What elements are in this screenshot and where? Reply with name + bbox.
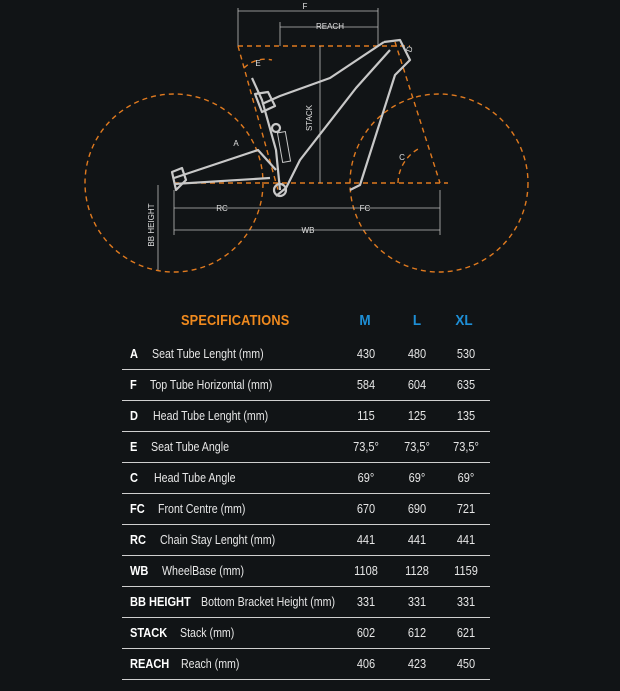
spec-value-l: 690	[407, 502, 427, 516]
spec-value-l: 604	[407, 378, 427, 392]
spec-label: Head Tube Lenght (mm)	[153, 409, 269, 423]
spec-label: Chain Stay Lenght (mm)	[160, 533, 276, 547]
spec-row	[122, 648, 490, 680]
spec-row	[122, 586, 490, 618]
spec-value-l: 331	[407, 595, 427, 609]
spec-row	[122, 493, 490, 525]
spec-row	[122, 617, 490, 649]
spec-value-m: 73,5°	[353, 440, 379, 454]
spec-value-xl: 621	[456, 626, 476, 640]
spec-value-m: 331	[356, 595, 376, 609]
spec-value-xl: 73,5°	[453, 440, 479, 454]
spec-value-m: 406	[356, 657, 376, 671]
label-rc: RC	[216, 204, 228, 213]
spec-code: RC	[130, 532, 146, 547]
spec-value-xl: 635	[456, 378, 476, 392]
spec-row	[122, 524, 490, 556]
spec-value-l: 612	[407, 626, 427, 640]
spec-code: STACK	[130, 625, 168, 640]
spec-row	[122, 369, 490, 401]
label-a: A	[233, 139, 239, 148]
label-c: C	[399, 153, 405, 162]
label-e: E	[255, 59, 261, 68]
spec-value-l: 480	[407, 347, 427, 361]
spec-value-xl: 530	[456, 347, 476, 361]
spec-code: FC	[130, 501, 145, 516]
spec-code: BB HEIGHT	[130, 594, 191, 609]
spec-value-l: 1128	[405, 564, 429, 578]
spec-value-xl: 450	[456, 657, 476, 671]
label-fc: FC	[359, 204, 371, 213]
spec-value-xl: 331	[456, 595, 476, 609]
spec-label: Bottom Bracket Height (mm)	[201, 595, 336, 609]
spec-code: D	[130, 408, 138, 423]
spec-value-m: 584	[356, 378, 376, 392]
spec-value-l: 73,5°	[404, 440, 430, 454]
spec-label: WheelBase (mm)	[162, 564, 245, 578]
geometry-diagram	[0, 0, 620, 290]
spec-code: WB	[130, 563, 149, 578]
spec-code: C	[130, 470, 138, 485]
spec-label: Seat Tube Angle	[151, 440, 229, 454]
size-header-xl: XL	[455, 312, 473, 329]
spec-value-m: 1108	[354, 564, 378, 578]
label-f: F	[302, 2, 308, 11]
label-wb: WB	[301, 226, 315, 235]
spec-value-m: 441	[356, 533, 376, 547]
spec-label: Head Tube Angle	[154, 471, 236, 485]
label-bb-height: BB HEIGHT	[147, 203, 156, 247]
spec-row	[122, 338, 490, 370]
spec-row	[122, 431, 490, 463]
spec-code: E	[130, 439, 138, 454]
spec-label: Reach (mm)	[181, 657, 240, 671]
spec-code: F	[130, 377, 137, 392]
spec-code: REACH	[130, 656, 170, 671]
spec-value-l: 441	[407, 533, 427, 547]
label-reach: REACH	[315, 22, 345, 31]
spec-value-xl: 69°	[457, 471, 475, 485]
spec-value-xl: 441	[456, 533, 476, 547]
spec-value-m: 115	[357, 409, 375, 423]
spec-value-l: 69°	[408, 471, 426, 485]
spec-row	[122, 462, 490, 494]
spec-value-m: 602	[356, 626, 376, 640]
label-stack: STACK	[305, 104, 314, 132]
spec-code: A	[130, 346, 138, 361]
spec-row	[122, 400, 490, 432]
specifications-title: SPECIFICATIONS	[181, 312, 290, 329]
spec-value-xl: 721	[456, 502, 476, 516]
spec-value-l: 423	[407, 657, 427, 671]
label-d: D	[404, 44, 415, 54]
spec-label: Front Centre (mm)	[158, 502, 246, 516]
size-header-l: L	[412, 312, 422, 329]
spec-row	[122, 555, 490, 587]
spec-label: Top Tube Horizontal (mm)	[150, 378, 273, 392]
spec-value-m: 670	[356, 502, 376, 516]
spec-label: Stack (mm)	[180, 626, 235, 640]
spec-value-l: 125	[407, 409, 427, 423]
spec-label: Seat Tube Lenght (mm)	[152, 347, 264, 361]
spec-value-m: 430	[356, 347, 376, 361]
size-header-m: M	[359, 312, 371, 329]
specifications-header	[0, 310, 620, 334]
spec-value-xl: 1159	[454, 564, 478, 578]
bike-frame	[172, 40, 410, 196]
spec-value-xl: 135	[456, 409, 476, 423]
spec-value-m: 69°	[357, 471, 375, 485]
